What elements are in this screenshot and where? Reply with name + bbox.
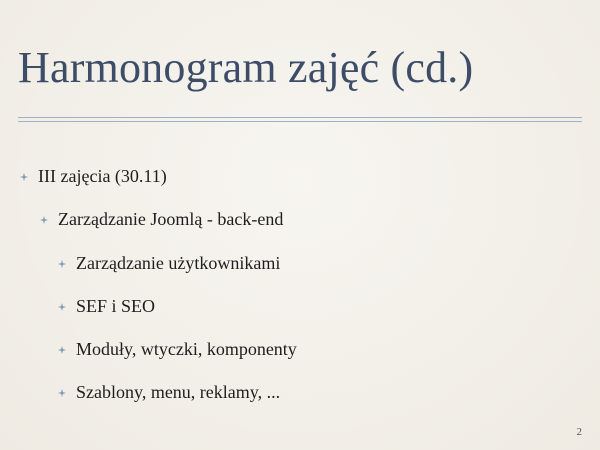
four-point-star-icon	[58, 389, 66, 397]
four-point-star-icon	[40, 216, 48, 224]
title-divider-bottom	[18, 121, 582, 122]
four-point-star-icon	[58, 303, 66, 311]
bullet-item-label: Zarządzanie użytkownikami	[76, 253, 281, 273]
bullet-item-level3	[58, 382, 280, 403]
bullet-item-level1	[20, 166, 167, 187]
four-point-star-icon	[20, 173, 28, 181]
four-point-star-icon	[58, 346, 66, 354]
bullet-item-label: Moduły, wtyczki, komponenty	[76, 339, 297, 359]
bullet-item-level2	[40, 209, 283, 230]
bullet-item-level3	[58, 296, 155, 317]
bullet-item-label: III zajęcia (30.11)	[38, 166, 167, 186]
four-point-star-icon	[58, 260, 66, 268]
slide-title: Harmonogram zajęć (cd.)	[18, 43, 474, 92]
title-divider-top	[18, 117, 582, 118]
bullet-item-label: Zarządzanie Joomlą - back-end	[58, 209, 284, 229]
bullet-item-level3	[58, 339, 297, 360]
bullet-item-label: Szablony, menu, reklamy, ...	[76, 382, 281, 402]
bullet-item-label: SEF i SEO	[76, 296, 156, 316]
bullet-item-level3	[58, 253, 280, 274]
page-number: 2	[576, 426, 582, 438]
